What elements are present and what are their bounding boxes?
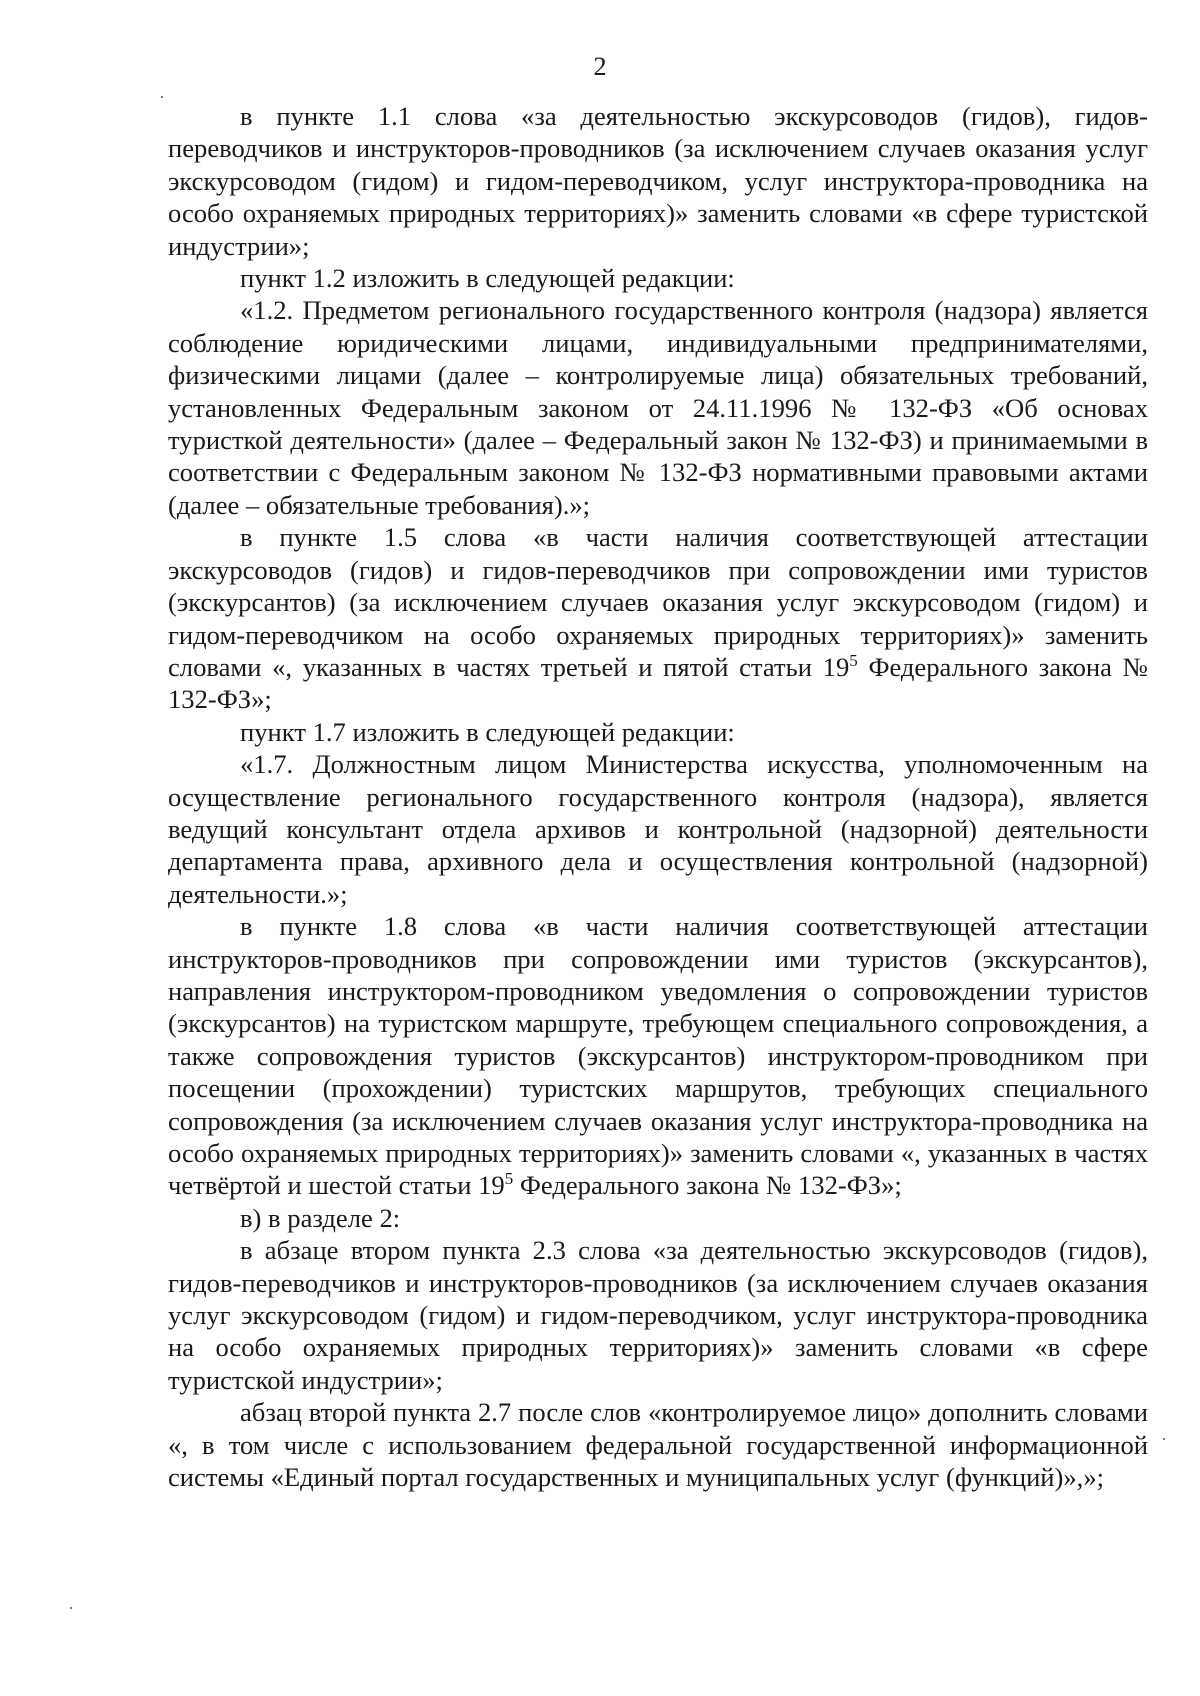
paragraph-9: в абзаце втором пункта 2.3 слова «за деятельностью экскурсоводов (гидов), гидов-переводчиков и инструкторов-проводников (за исключением случаев оказания услуг экскурсоводом (гидом) и гидом-переводчиком, услуг инструктора-проводника на особо охраняемых природных территориях)» заменить словами «в сфере туристской индустрии»;: [168, 1235, 1148, 1395]
paragraph-7: [168, 910, 1148, 1202]
paragraph-4: [168, 521, 1148, 715]
paragraph-10: абзац второй пункта 2.7 после слов «контролируемое лицо» дополнить словами «, в том числе с использованием федеральной государственной информационной системы «Единый портал государственных и муниципальных услуг (функций)»,»;: [168, 1397, 1148, 1493]
paragraph-3: «1.2. Предметом регионального государственного контроля (надзора) является соблюдение юридическими лицами, индивидуальными предпринимателями, физическими лицами (далее – контролируемые лица) обязательных требований, установленных Федеральным законом от 24.11.1996 № 132-ФЗ «Об основах туристкой деятельности» (далее – Федеральный закон № 132-ФЗ) и принимаемыми в соответствии с Федеральным законом № 132-ФЗ нормативными правовыми актами (далее – обязательные требования).»;: [168, 295, 1148, 520]
paragraph-4-tail: Федерального закона № 132-ФЗ»;: [168, 651, 1148, 715]
document-body: [168, 100, 1148, 1493]
paragraph-1: в пункте 1.1 слова «за деятельностью экскурсоводов (гидов), гидов-переводчиков и инструкторов-проводников (за исключением случаев оказания услуг экскурсоводом (гидом) и гидом-переводчиком, услуг инструктора-проводника на особо охраняемых природных территориях)» заменить словами «в сфере туристской индустрии»;: [168, 101, 1148, 261]
scan-speck: [1163, 1438, 1165, 1440]
superscript: 5: [504, 1169, 514, 1189]
paragraph-7-tail: Федерального закона № 132-ФЗ»;: [513, 1170, 902, 1201]
paragraph-7-text: в пункте 1.8 слова «в части наличия соответствующей аттестации инструкторов-проводников при сопровождении ими туристов (экскурсантов), направления инструктором-проводником уведомления о сопровождении туристов (экскурсантов) на туристском маршруте, требующем специального сопровождения, а также сопровождения туристов (экскурсантов) инструктором-проводником при посещении (прохождении) туристских маршрутов, требующих специального сопровождения (за исключением случаев оказания услуг инструктора-проводника на особо охраняемых природных территориях)» заменить словами «, указанных в частях четвёртой и шестой статьи 19: [168, 911, 1148, 1201]
paragraph-4-text: в пункте 1.5 слова «в части наличия соответствующей аттестации экскурсоводов (гидов) и гидов-переводчиков при сопровождении ими туристов (экскурсантов) (за исключением случаев оказания услуг экскурсоводом (гидом) и гидом-переводчиком на особо охраняемых природных территориях)» заменить словами «, указанных в частях третьей и пятой статьи 19: [168, 522, 1148, 682]
superscript: 5: [849, 651, 858, 671]
paragraph-5: пункт 1.7 изложить в следующей редакции:: [240, 716, 735, 747]
paragraph-8: в) в разделе 2:: [240, 1202, 401, 1233]
scan-speck: [70, 1607, 72, 1609]
paragraph-6: «1.7. Должностным лицом Министерства искусства, уполномоченным на осуществление регионального государственного контроля (надзора), является ведущий консультант отдела архивов и контрольной (надзорной) деятельности департамента права, архивного дела и осуществления контрольной (надзорной) деятельности.»;: [168, 749, 1148, 909]
paragraph-2: пункт 1.2 изложить в следующей редакции:: [240, 263, 735, 294]
scan-speck: [161, 96, 163, 98]
page-number: 2: [593, 52, 607, 81]
